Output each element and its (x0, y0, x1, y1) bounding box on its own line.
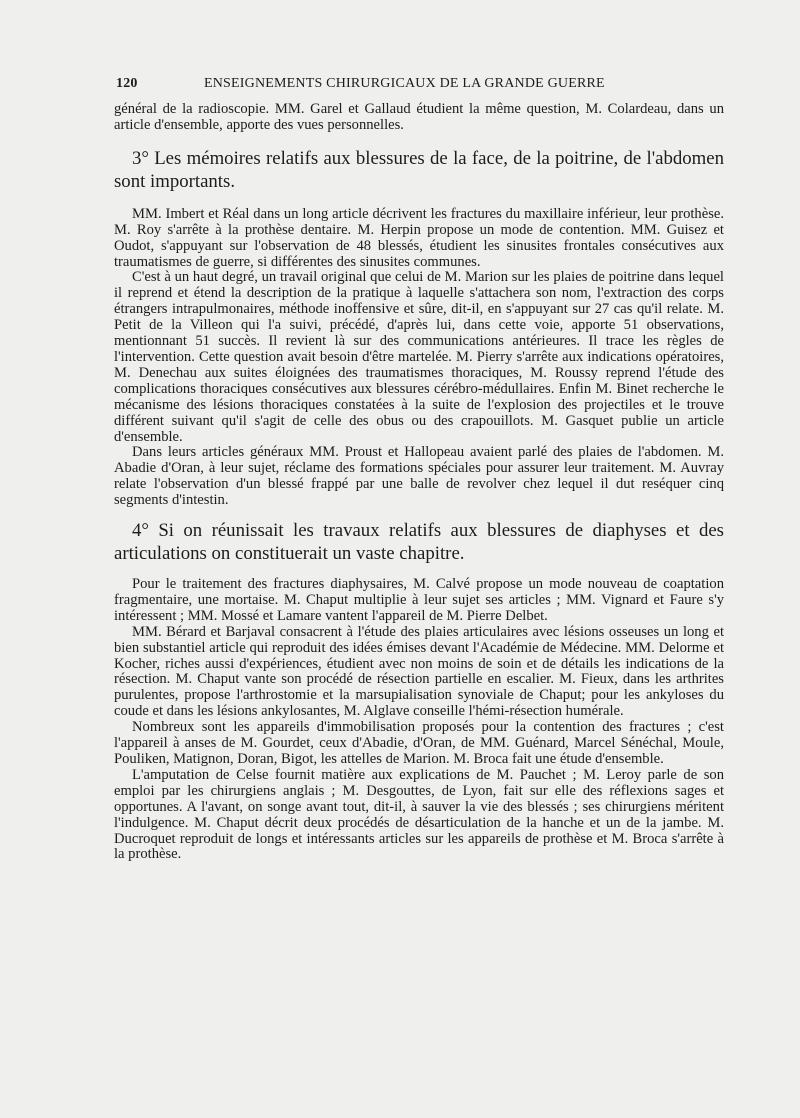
section-heading-3: 3° Les mémoires relatifs aux blessures de la face, de la poitrine, de l'abdomen sont importants. (114, 147, 724, 192)
paragraph-fractures: Pour le traitement des fractures diaphysaires, M. Calvé propose un mode nouveau de coaptation fragmentaire, une mortaise. M. Chaput multiplie à leur sujet ses articles ; MM. Vignard et Faure s'y intéressent ; MM. Mossé et Lamare vantent l'appareil de M. Pierre Delbet. (114, 576, 724, 624)
paragraph-face: MM. Imbert et Réal dans un long article décrivent les fractures du maxillaire inférieur, leur prothèse. M. Roy s'arrête à la prothèse dentaire. M. Herpin propose un mode de contention. MM. Guisez et Oudot, s'appuyant sur l'observation de 48 blessés, étudient les sinusites frontales consécutives aux traumatismes de guerre, si différentes des sinusites communes. (114, 205, 724, 270)
paragraph-articulations: MM. Bérard et Barjaval consacrent à l'étude des plaies articulaires avec lésions osseuses un long et bien substantiel article qui reproduit des idées émises devant l'Académie de Médecine. MM. Delorme et Kocher, riches aussi d'expériences, étudient avec non moins de soin et de détails les indications de la résection. M. Chaput vante son procédé de résection partielle en escalier. M. Fieux, dans les arthrites purulentes, propose l'arthrostomie et la marsupialisation synoviale de Chaput; pour les ankyloses du coude et dans les lésions ankylosantes, M. Alglave conseille l'hémi-résection humérale. (114, 623, 724, 720)
page-number: 120 (116, 76, 138, 91)
paragraph-poitrine: C'est à un haut degré, un travail original que celui de M. Marion sur les plaies de poitrine dans lequel il reprend et étend la description de la pratique à laquelle s'attachera son nom, l'extraction des corps étrangers intrapulmonaires, méthode inoffensive et sûre, dit-il, en s'appuyant sur 27 cas qu'il relate. M. Petit de la Villeon qui l'a suivi, précédé, d'après lui, dans cette voie, apporte 51 observations, mentionnant 51 succès. Il revient là sur des communications antérieures. Il trace les règles de l'intervention. Cette question avait besoin d'être martelée. M. Pierry s'arrête aux indications opératoires, M. Denechau aux suites éloignées des traumatismes thoraciques, M. Roussy reprend l'étude des complications thoraciques consécutives aux blessures cérébro-médullaires. Enfin M. Binet recherche le mécanisme des lésions thoraciques constatées à la suite de l'explosion des projectiles et le trouve différent suivant qu'il s'agit de celle des obus ou des crapouillots. M. Gasquet publie un article d'ensemble. (114, 269, 724, 445)
paragraph-continuation: général de la radioscopie. MM. Garel et Gallaud étudient la même question, M. Colardeau, dans un article d'ensemble, apporte des vues personnelles. (114, 101, 724, 133)
paragraph-amputation: L'amputation de Celse fournit matière aux explications de M. Pauchet ; M. Leroy parle de son emploi par les chirurgiens anglais ; M. Desgouttes, de Lyon, fait sur elle des réflexions sages et opportunes. A l'avant, on songe avant tout, dit-il, à sauver la vie des blessés ; ses chirurgiens méritent l'indulgence. M. Chaput décrit deux procédés de désarticulation de la hanche et un de la jambe. M. Ducroquet reproduit de longs et intéressants articles sur les appareils de prothèse et M. Broca s'arrête à la prothèse. (114, 766, 724, 863)
section-heading-4: 4° Si on réunissait les travaux relatifs aux blessures de diaphyses et des articulations on constituerait un vaste chapitre. (114, 520, 724, 565)
paragraph-abdomen: Dans leurs articles généraux MM. Proust et Hallopeau avaient parlé des plaies de l'abdomen. M. Abadie d'Oran, à leur sujet, réclame des formations spéciales pour assurer leur traitement. M. Auvray relate l'observation d'un blessé frappé par une balle de revolver chez lequel il dut reséquer cinq segments d'intestin. (114, 444, 724, 509)
paragraph-appareils: Nombreux sont les appareils d'immobilisation proposés pour la contention des fractures ; c'est l'appareil à anses de M. Gourdet, ceux d'Abadie, d'Oran, de MM. Guénard, Marcel Sénéchal, Moule, Pouliken, Matignon, Doran, Bigot, les attelles de Marion. M. Broca fait une étude d'ensemble. (114, 719, 724, 767)
page-body (114, 102, 724, 863)
running-title: ENSEIGNEMENTS CHIRURGICAUX DE LA GRANDE GUERRE (204, 76, 605, 91)
